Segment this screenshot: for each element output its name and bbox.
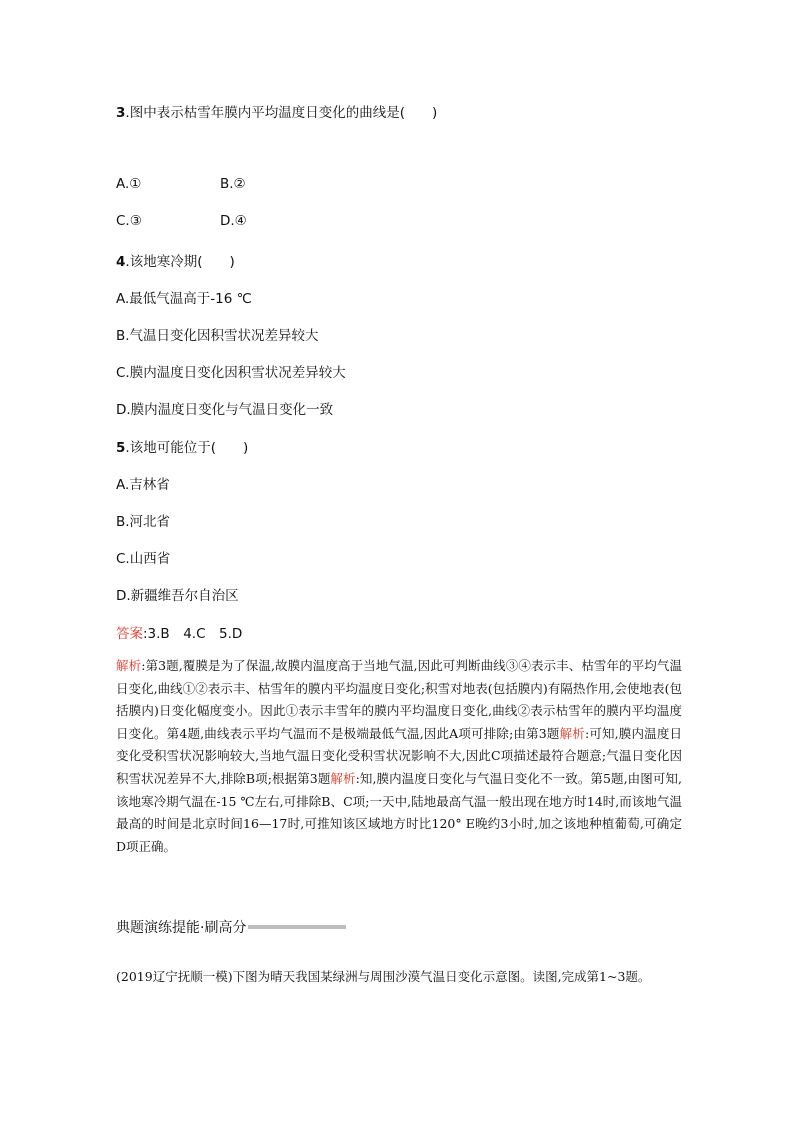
q4-option-c: C.膜内温度日变化因积雪状况差异较大 xyxy=(116,365,346,381)
analysis-label: 解析 xyxy=(116,658,142,673)
next-question-intro: (2019辽宁抚顺一模)下图为晴天我国某绿洲与周围沙漠气温日变化示意图。读图,完成第1~3题。 xyxy=(116,969,651,984)
analysis-label-2: 解析 xyxy=(559,725,585,741)
answer-label: 答案 xyxy=(116,626,143,642)
question-3-text: .图中表示枯雪年膜内平均温度日变化的曲线是( ) xyxy=(125,105,438,121)
analysis-text-1: :第3题,覆膜是为了保温,故膜内温度高于当地气温,因此可判断曲线③④表示丰、枯雪年的平均气温日变化,曲线①②表示丰、枯雪年的膜内平均温度日变化;积雪对地表(包括膜内)有隔热作用,会使地表(包括膜内)日变化幅度变小。因此①表示丰雪年的膜内平均温度日变化,曲线②表示枯雪年的膜内平均温度日变化。第4题,曲线表示平均气温而不是极端最低气温,因此A项可排除;由第3题 xyxy=(116,658,682,741)
section-heading xyxy=(116,917,346,937)
analysis-text-2: :可知,膜内温度日变化受积雪状况影响较大,当地气温日变化受积雪状况影响不大,因此C项描述最符合题意;气温日变化因积雪状况差异不大,排除B项;根据第3题 xyxy=(116,725,682,786)
q4-option-b: B.气温日变化因积雪状况差异较大 xyxy=(116,328,319,344)
question-4-number: 4 xyxy=(116,254,126,270)
q5-option-a: A.吉林省 xyxy=(116,477,170,493)
answer-text: :3.B 4.C 5.D xyxy=(143,626,243,642)
question-5-stem xyxy=(116,436,248,456)
section-divider-bar xyxy=(248,925,346,929)
q3-option-c: C.③ xyxy=(116,213,142,229)
q5-option-d: D.新疆维吾尔自治区 xyxy=(116,588,239,604)
q3-option-a: A.① xyxy=(116,176,142,192)
question-5-text: .该地可能位于( ) xyxy=(125,440,249,456)
question-3-number: 3 xyxy=(116,105,126,121)
analysis-paragraph xyxy=(116,655,682,858)
question-4-text: .该地寒冷期( ) xyxy=(125,254,235,270)
question-3-stem xyxy=(116,101,437,121)
section-title: 典题演练提能 xyxy=(116,920,200,936)
q3-option-d: D.④ xyxy=(220,213,247,229)
q3-option-b: B.② xyxy=(220,176,246,192)
question-4-stem xyxy=(116,250,235,270)
section-subtitle: ·刷高分 xyxy=(200,920,247,936)
q5-option-c: C.山西省 xyxy=(116,551,171,567)
question-5-number: 5 xyxy=(116,440,126,456)
q5-option-b: B.河北省 xyxy=(116,514,171,530)
answer-line xyxy=(116,622,242,642)
analysis-label-3: 解析 xyxy=(330,770,356,786)
q4-option-d: D.膜内温度日变化与气温日变化一致 xyxy=(116,402,334,418)
analysis-text-3: :知,膜内温度日变化与气温日变化不一致。第5题,由图可知,该地寒冷期气温在-15 ℃左右,可排除B、C项;一天中,陆地最高气温一般出现在地方时14时,而该地气温最高的时间是北京时间16—17时,可推知该区域地方时比120° E晚约3小时,加之该地种植葡萄,可确定D项正确。 xyxy=(116,770,682,854)
q4-option-a: A.最低气温高于-16 ℃ xyxy=(116,291,252,307)
